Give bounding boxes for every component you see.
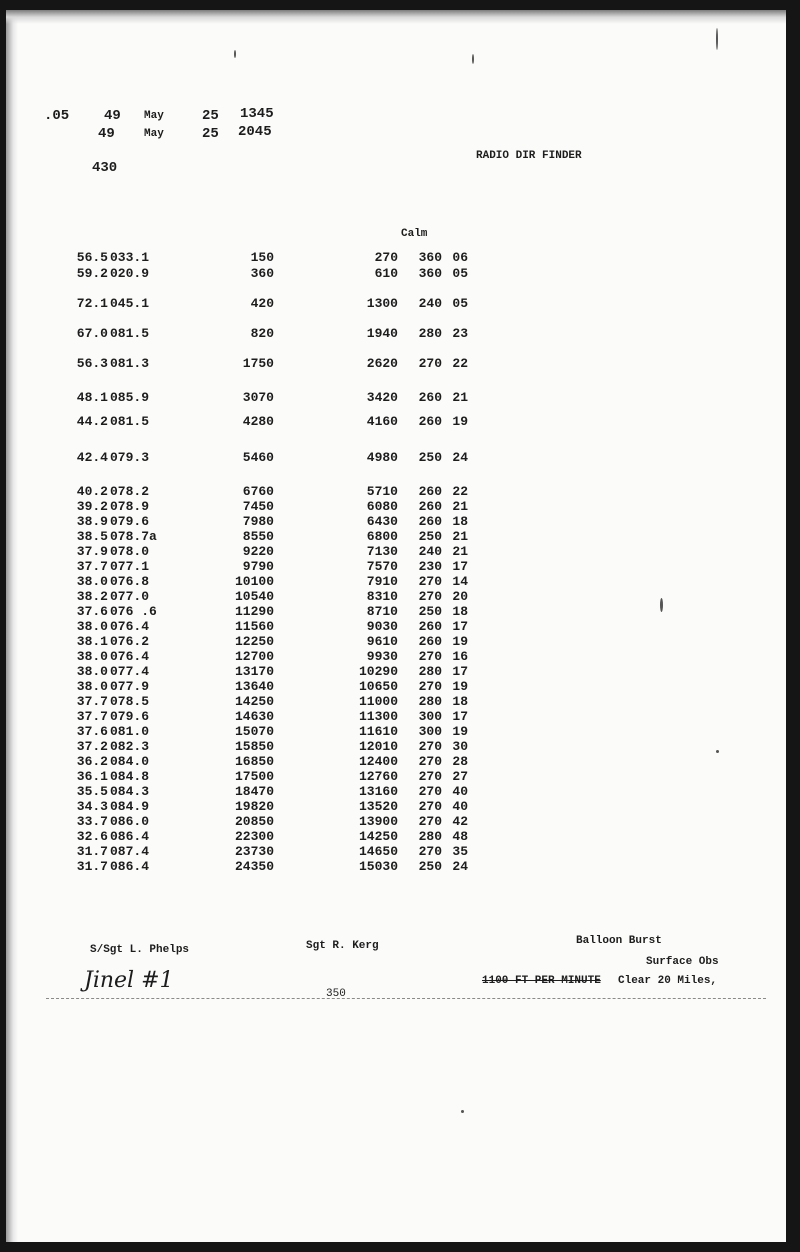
- cell-a: 32.6: [76, 829, 108, 844]
- cell-b: 081.0: [110, 724, 150, 739]
- cell-e: 270: [418, 784, 442, 799]
- cell-b: 079.3: [110, 450, 150, 465]
- cell-c: 4280: [242, 414, 274, 429]
- cell-a: 37.7: [76, 559, 108, 574]
- scan-speck: [716, 750, 719, 753]
- cell-e: 270: [418, 574, 442, 589]
- cell-b: 081.3: [110, 356, 150, 371]
- cell-f: 22: [452, 484, 468, 499]
- cell-f: 21: [452, 390, 468, 405]
- cell-a: 37.9: [76, 544, 108, 559]
- cell-d: 14250: [358, 829, 398, 844]
- cell-e: 260: [418, 414, 442, 429]
- header-line1-day: 25: [202, 108, 219, 124]
- cell-c: 19820: [234, 799, 274, 814]
- header-line2-time: 2045: [238, 124, 272, 140]
- header-line2-day: 25: [202, 126, 219, 142]
- cell-e: 280: [418, 829, 442, 844]
- cell-a: 35.5: [76, 784, 108, 799]
- cell-c: 10100: [234, 574, 274, 589]
- cell-e: 270: [418, 814, 442, 829]
- cell-c: 3070: [242, 390, 274, 405]
- cell-c: 15850: [234, 739, 274, 754]
- cell-a: 38.0: [76, 619, 108, 634]
- cell-a: 56.5: [76, 250, 108, 265]
- cell-d: 9930: [366, 649, 398, 664]
- header-line2-value-b: 49: [98, 126, 115, 142]
- cell-e: 270: [418, 679, 442, 694]
- cell-b: 078.0: [110, 544, 150, 559]
- cell-b: 079.6: [110, 709, 150, 724]
- cell-b: 033.1: [110, 250, 150, 265]
- table-row: [6, 709, 786, 725]
- table-row: [6, 754, 786, 770]
- table-row: [6, 574, 786, 590]
- cell-b: 077.9: [110, 679, 150, 694]
- cell-a: 67.0: [76, 326, 108, 341]
- cell-c: 10540: [234, 589, 274, 604]
- cell-f: 19: [452, 634, 468, 649]
- cell-c: 11290: [234, 604, 274, 619]
- table-row: [6, 544, 786, 560]
- cell-c: 420: [250, 296, 274, 311]
- cell-c: 13170: [234, 664, 274, 679]
- cell-b: 085.9: [110, 390, 150, 405]
- cell-c: 5460: [242, 450, 274, 465]
- cell-d: 1300: [366, 296, 398, 311]
- handwritten-note: Jinel #1: [84, 968, 174, 993]
- cell-b: 084.8: [110, 769, 150, 784]
- cell-f: 40: [452, 799, 468, 814]
- cell-e: 270: [418, 754, 442, 769]
- cell-c: 7980: [242, 514, 274, 529]
- observer-2: Sgt R. Kerg: [306, 940, 379, 952]
- cell-e: 240: [418, 544, 442, 559]
- cell-c: 820: [250, 326, 274, 341]
- cell-c: 13640: [234, 679, 274, 694]
- cell-c: 18470: [234, 784, 274, 799]
- cell-d: 13900: [358, 814, 398, 829]
- cell-d: 6080: [366, 499, 398, 514]
- cell-e: 280: [418, 326, 442, 341]
- cell-d: 6430: [366, 514, 398, 529]
- cell-e: 260: [418, 514, 442, 529]
- cell-a: 38.0: [76, 574, 108, 589]
- cell-f: 24: [452, 450, 468, 465]
- table-row: [6, 694, 786, 710]
- cell-d: 14650: [358, 844, 398, 859]
- observer-1: S/Sgt L. Phelps: [90, 944, 190, 956]
- cell-d: 15030: [358, 859, 398, 874]
- table-row: [6, 784, 786, 800]
- cell-e: 280: [418, 694, 442, 709]
- table-row: [6, 450, 786, 466]
- cell-d: 12400: [358, 754, 398, 769]
- header-line1-value-a: .05: [44, 108, 70, 124]
- header-line1-time: 1345: [240, 106, 274, 122]
- cell-f: 30: [452, 739, 468, 754]
- cell-d: 5710: [366, 484, 398, 499]
- cell-b: 079.6: [110, 514, 150, 529]
- cell-f: 27: [452, 769, 468, 784]
- cell-e: 240: [418, 296, 442, 311]
- header-title: RADIO DIR FINDER: [476, 150, 582, 162]
- cell-e: 360: [418, 266, 442, 281]
- table-row: [6, 844, 786, 860]
- cell-e: 260: [418, 499, 442, 514]
- cell-d: 11000: [358, 694, 398, 709]
- surface-obs-label: Surface Obs: [646, 956, 719, 968]
- cell-d: 13160: [358, 784, 398, 799]
- cell-d: 12010: [358, 739, 398, 754]
- cell-b: 045.1: [110, 296, 150, 311]
- ascent-rate: 1100 FT PER MINUTE: [482, 975, 601, 987]
- table-row: [6, 829, 786, 845]
- cell-c: 22300: [234, 829, 274, 844]
- cell-e: 260: [418, 619, 442, 634]
- dashed-separator: [46, 998, 766, 999]
- page-number: 350: [326, 988, 346, 1000]
- cell-a: 38.0: [76, 664, 108, 679]
- cell-b: 084.9: [110, 799, 150, 814]
- cell-a: 38.1: [76, 634, 108, 649]
- cell-d: 9610: [366, 634, 398, 649]
- cell-b: 078.2: [110, 484, 150, 499]
- cell-f: 22: [452, 356, 468, 371]
- cell-f: 35: [452, 844, 468, 859]
- cell-f: 21: [452, 544, 468, 559]
- cell-a: 38.9: [76, 514, 108, 529]
- table-row: [6, 589, 786, 605]
- cell-a: 37.7: [76, 694, 108, 709]
- cell-b: 078.5: [110, 694, 150, 709]
- cell-c: 15070: [234, 724, 274, 739]
- table-row: [6, 296, 786, 312]
- cell-d: 10290: [358, 664, 398, 679]
- cell-f: 17: [452, 709, 468, 724]
- cell-f: 18: [452, 694, 468, 709]
- cell-c: 11560: [234, 619, 274, 634]
- header-line1-value-b: 49: [104, 108, 121, 124]
- cell-c: 20850: [234, 814, 274, 829]
- cell-b: 077.0: [110, 589, 150, 604]
- cell-d: 270: [374, 250, 398, 265]
- table-row: [6, 814, 786, 830]
- cell-f: 17: [452, 619, 468, 634]
- cell-e: 260: [418, 484, 442, 499]
- cell-c: 23730: [234, 844, 274, 859]
- cell-c: 9790: [242, 559, 274, 574]
- scan-speck: [234, 50, 236, 58]
- table-row: [6, 514, 786, 530]
- cell-c: 8550: [242, 529, 274, 544]
- table-row: [6, 649, 786, 665]
- table-row: [6, 484, 786, 500]
- cell-e: 250: [418, 450, 442, 465]
- cell-d: 7910: [366, 574, 398, 589]
- cell-d: 11300: [358, 709, 398, 724]
- table-row: [6, 604, 786, 620]
- cell-c: 14250: [234, 694, 274, 709]
- cell-d: 8310: [366, 589, 398, 604]
- cell-f: 20: [452, 589, 468, 604]
- cell-f: 42: [452, 814, 468, 829]
- table-row: [6, 250, 786, 266]
- cell-f: 19: [452, 414, 468, 429]
- document-page: [6, 10, 786, 1242]
- cell-a: 59.2: [76, 266, 108, 281]
- cell-f: 28: [452, 754, 468, 769]
- table-row: [6, 739, 786, 755]
- cell-b: 076 .6: [110, 604, 157, 619]
- cell-a: 36.1: [76, 769, 108, 784]
- cell-e: 270: [418, 589, 442, 604]
- cell-d: 610: [374, 266, 398, 281]
- table-row: [6, 326, 786, 342]
- header-code: 430: [92, 160, 118, 176]
- cell-d: 4160: [366, 414, 398, 429]
- cell-d: 8710: [366, 604, 398, 619]
- table-row: [6, 679, 786, 695]
- cell-b: 077.1: [110, 559, 150, 574]
- scan-speck: [472, 54, 474, 64]
- table-row: [6, 724, 786, 740]
- cell-f: 16: [452, 649, 468, 664]
- scan-speck: [716, 28, 718, 50]
- table-row: [6, 356, 786, 372]
- cell-d: 9030: [366, 619, 398, 634]
- cell-a: 40.2: [76, 484, 108, 499]
- cell-e: 300: [418, 709, 442, 724]
- cell-d: 6800: [366, 529, 398, 544]
- cell-d: 4980: [366, 450, 398, 465]
- cell-d: 3420: [366, 390, 398, 405]
- cell-a: 39.2: [76, 499, 108, 514]
- cell-f: 17: [452, 559, 468, 574]
- cell-f: 14: [452, 574, 468, 589]
- cell-f: 24: [452, 859, 468, 874]
- cell-c: 360: [250, 266, 274, 281]
- calm-label: Calm: [401, 228, 428, 240]
- cell-a: 36.2: [76, 754, 108, 769]
- cell-c: 24350: [234, 859, 274, 874]
- cell-b: 020.9: [110, 266, 150, 281]
- cell-a: 31.7: [76, 859, 108, 874]
- cell-b: 084.3: [110, 784, 150, 799]
- table-row: [6, 664, 786, 680]
- cell-f: 23: [452, 326, 468, 341]
- cell-e: 270: [418, 769, 442, 784]
- cell-e: 250: [418, 604, 442, 619]
- cell-f: 48: [452, 829, 468, 844]
- cell-b: 078.9: [110, 499, 150, 514]
- cell-f: 06: [452, 250, 468, 265]
- cell-e: 250: [418, 859, 442, 874]
- cell-b: 087.4: [110, 844, 150, 859]
- cell-a: 72.1: [76, 296, 108, 311]
- cell-e: 270: [418, 739, 442, 754]
- cell-a: 34.3: [76, 799, 108, 814]
- table-row: [6, 859, 786, 875]
- cell-e: 270: [418, 799, 442, 814]
- cell-f: 21: [452, 529, 468, 544]
- table-row: [6, 799, 786, 815]
- cell-f: 18: [452, 604, 468, 619]
- cell-b: 082.3: [110, 739, 150, 754]
- table-row: [6, 529, 786, 545]
- cell-a: 38.5: [76, 529, 108, 544]
- cell-d: 13520: [358, 799, 398, 814]
- cell-a: 48.1: [76, 390, 108, 405]
- cell-a: 56.3: [76, 356, 108, 371]
- cell-e: 360: [418, 250, 442, 265]
- cell-b: 076.2: [110, 634, 150, 649]
- cell-d: 7130: [366, 544, 398, 559]
- cell-e: 280: [418, 664, 442, 679]
- cell-c: 14630: [234, 709, 274, 724]
- cell-f: 18: [452, 514, 468, 529]
- visibility-note: Clear 20 Miles,: [618, 975, 718, 987]
- cell-b: 086.0: [110, 814, 150, 829]
- table-row: [6, 769, 786, 785]
- cell-d: 12760: [358, 769, 398, 784]
- scan-speck: [660, 598, 663, 612]
- cell-a: 33.7: [76, 814, 108, 829]
- cell-a: 37.2: [76, 739, 108, 754]
- cell-c: 7450: [242, 499, 274, 514]
- header-line1-month: May: [144, 110, 164, 122]
- table-row: [6, 390, 786, 406]
- cell-f: 17: [452, 664, 468, 679]
- cell-f: 19: [452, 679, 468, 694]
- cell-b: 076.4: [110, 619, 150, 634]
- cell-e: 270: [418, 649, 442, 664]
- cell-c: 17500: [234, 769, 274, 784]
- table-row: [6, 634, 786, 650]
- cell-d: 10650: [358, 679, 398, 694]
- table-row: [6, 266, 786, 282]
- cell-b: 076.8: [110, 574, 150, 589]
- scan-edge-top: [6, 10, 786, 24]
- cell-a: 38.0: [76, 649, 108, 664]
- cell-b: 081.5: [110, 326, 150, 341]
- table-row: [6, 499, 786, 515]
- scan-speck: [461, 1110, 464, 1113]
- cell-b: 086.4: [110, 829, 150, 844]
- cell-f: 40: [452, 784, 468, 799]
- cell-a: 37.7: [76, 709, 108, 724]
- cell-e: 230: [418, 559, 442, 574]
- cell-e: 260: [418, 390, 442, 405]
- cell-c: 16850: [234, 754, 274, 769]
- table-row: [6, 559, 786, 575]
- cell-e: 270: [418, 844, 442, 859]
- cell-e: 250: [418, 529, 442, 544]
- cell-b: 077.4: [110, 664, 150, 679]
- cell-f: 21: [452, 499, 468, 514]
- table-row: [6, 414, 786, 430]
- cell-d: 11610: [358, 724, 398, 739]
- cell-a: 37.6: [76, 724, 108, 739]
- cell-d: 1940: [366, 326, 398, 341]
- cell-b: 086.4: [110, 859, 150, 874]
- cell-a: 38.0: [76, 679, 108, 694]
- cell-f: 05: [452, 296, 468, 311]
- cell-e: 270: [418, 356, 442, 371]
- cell-c: 1750: [242, 356, 274, 371]
- cell-a: 38.2: [76, 589, 108, 604]
- cell-a: 44.2: [76, 414, 108, 429]
- table-row: [6, 619, 786, 635]
- cell-e: 260: [418, 634, 442, 649]
- cell-d: 2620: [366, 356, 398, 371]
- cell-c: 150: [250, 250, 274, 265]
- cell-b: 084.0: [110, 754, 150, 769]
- cell-d: 7570: [366, 559, 398, 574]
- cell-b: 078.7a: [110, 529, 157, 544]
- balloon-burst-label: Balloon Burst: [576, 935, 662, 947]
- cell-c: 12250: [234, 634, 274, 649]
- cell-c: 9220: [242, 544, 274, 559]
- header-line2-month: May: [144, 128, 164, 140]
- cell-f: 05: [452, 266, 468, 281]
- cell-e: 300: [418, 724, 442, 739]
- cell-c: 6760: [242, 484, 274, 499]
- cell-a: 37.6: [76, 604, 108, 619]
- cell-b: 081.5: [110, 414, 150, 429]
- cell-a: 42.4: [76, 450, 108, 465]
- cell-b: 076.4: [110, 649, 150, 664]
- cell-a: 31.7: [76, 844, 108, 859]
- cell-c: 12700: [234, 649, 274, 664]
- cell-f: 19: [452, 724, 468, 739]
